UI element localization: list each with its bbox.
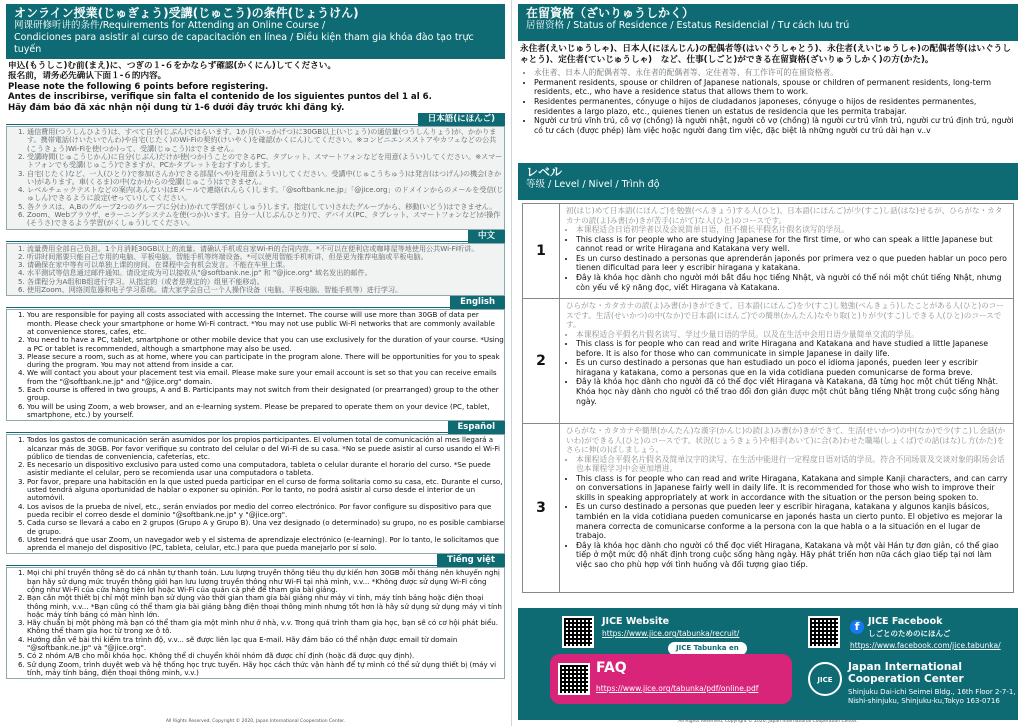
faq-qr-code[interactable] <box>558 663 590 695</box>
list-item: 2. You need to have a PC, tablet, smartphone or other mobile device that you can use exclusively for the duration of your course. *Using a PC or tablet is recommended, although a smartphone may also be used. <box>27 336 504 353</box>
list-item: • Residentes permanentes, cónyuge o hijos de ciudadanos japoneses, cónyuge o hijos de residentes permanentes, residentes a largo plazo, etc., quienes tienen un estatus de residencia que les permita trabajar. <box>534 97 1016 116</box>
list-item: 1. Mọi chi phí truyền thông sẽ do cá nhân tự thanh toán. Lưu lượng truyền thông tiêu thụ dự kiến hơn 30GB mỗi tháng nên khuyến nghị bạn hãy sử dụng mức truyền thông giới hạn lưu lượng truyền thông như Wi-Fi tại nhà mình, v.v... *Không được sử dụng Wi-Fi công cộng như Wi-Fi của cửa hàng tiện lợi hoặc Wi-Fi của quán cà phê để tham gia bài giảng. <box>27 569 504 594</box>
list-item: • Permanent residents, spouse or children of Japanese nationals, spouse or children of permanent residents, long-term residents, etc., who have a residence status that allows them to work. <box>534 78 1016 97</box>
level-number: 2 <box>523 299 560 423</box>
level-title: レベル <box>526 165 563 179</box>
facebook-title: JICE Facebook <box>868 616 943 627</box>
section-label: Español <box>448 421 506 434</box>
section-header-spanish <box>0 421 511 434</box>
jice-logo <box>808 662 842 696</box>
page-title: オンライン授業(じゅぎょう)受講(じゅこう)の条件(じょうけん) <box>14 6 359 20</box>
website-link[interactable]: https://www.jice.org/tabunka/recruit/ <box>602 629 740 638</box>
list-item: • Es un curso destinado a personas que aprenderán japonés por primera vez o que pueden hablar un poco pero tienen dificultad para leer y escribir hiragana y katakana. <box>576 254 1009 273</box>
section-japanese <box>6 126 505 230</box>
intro-line: 申込(もうしこ)む前(まえ)に、つぎの１-６をかならず確認(かくにん)してください。 <box>8 61 336 71</box>
intro-line: Hãy đảm bảo đã xác nhận nội dung từ 1-6 dưới đây trước khi đăng ký. <box>8 102 345 113</box>
list-item: 2. Es necesario un dispositivo exclusivo para usted como una computadora, tableta o celular durante el horario del curso. *Se puede asistir mediante el celular, pero se recomienda usar una computadora o tableta. <box>27 461 504 478</box>
list-item: • 本课程适合平假名片假名读写、学过少量日语的学员。以及在生活中会用日语少量简单交流的学员。 <box>576 330 1009 340</box>
list-item: 1. 流量费用全部自己负担。1个月消耗30GB以上的流量。请确认手机或自家Wi-Fi的合同内容。*不可以在便利店或咖啡屋等地使用公共Wi-Fi听讲。 <box>27 245 504 253</box>
list-item: 6. Sử dụng Zoom, trình duyệt web và hệ thống học trực tuyến. Hãy học cách thức vận hành để tự mình có thể sử dụng thiết bị (máy vi tính, máy tính bảng, điện thoại thông minh, v.v.) <box>27 661 504 678</box>
org-name-line-1: Japan International <box>848 661 962 673</box>
status-lead: 永住者(えいじゅうしゃ)、日本人(にほんじん)の配偶者等(はいぐうしゃとう)、永住者(えいじゅうしゃ)の配偶者等(はいぐうしゃとう)、定住者(ていじゅうしゃ) など、仕事(しごと)ができる在留資格(ざいりゅうしかく)の方(かた)。 <box>520 44 1011 65</box>
level-number: 1 <box>523 204 560 298</box>
list-item: • 永住者、日本人的配偶者等、永住者的配偶者等、定住者等、有工作许可的在留资格者。 <box>534 68 1016 78</box>
links-block <box>518 608 1018 720</box>
list-item: • Người cư trú vĩnh trú, cô vợ (chồng) là người nhật, người cô vợ (chồng) là người cư trú vĩnh trú, người cư trú định trú, người có tư cách (được phép) làm việc hoặc người đang tìm việc, đặc biệt là những người cư trú dài hạn v..v <box>534 116 1016 135</box>
list-item: • Đây là khóa học dành cho người có thể đọc viết Hiragana, Katakana và một vài Hán tự đơn giản, có thể giao tiếp ở một mức độ nhất định trong cuộc sống hàng ngày. Hãy phát triển hơn nữa cách giao tiếp tại nơi làm việc sao cho phù hợp với tình huống và đối tượng giao tiếp. <box>576 541 1009 570</box>
list-item: 4. Hướng dẫn về bài thi kiểm tra trình độ, v.v... sẽ được liên lạc qua E-mail. Hãy đảm bảo có thể nhận được email từ domain "@softbank.ne.jp" và "@jice.org". <box>27 636 504 653</box>
level-row <box>523 204 1013 299</box>
list-item: 4. Los avisos de la prueba de nivel, etc., serán enviados por medio del correo electrónico. Por favor configure su dispositivo para que pueda recibir el correo desde el dominio "@softbank.ne.jp" y "@jice.org". <box>27 503 504 520</box>
list-item: • 本课程适合平假名片假名及简单汉字的读写、在生活中能进行一定程度日语对话的学员。符合不同场景及交谈对象的职场会话也本课程学习中会更加增进。 <box>576 455 1009 474</box>
facebook-icon: f <box>850 620 864 634</box>
list-item: 3. 自宅(じたく)など、一人(ひとり)で参加(さんか)できる部屋(へや)を用意(ようい)してください。受講中(じゅこうちゅう)は発言(はつげん)の機会(きかい)があります。車(くるま)の中(なか)からの受講(じゅこう)はできません。 <box>27 170 504 187</box>
org-name-line-2: Cooperation Center <box>848 673 964 685</box>
list-item: 2. 受講時間(じゅこうじかん)に自分(じぶん)だけが使(つか)うことのできるPC、タブレット、スマートフォンなどを用意(ようい)してください。※スマートフォンでも受講(じゅこう)できますが、PCかタブレットをおすすめします。 <box>27 153 504 170</box>
section-vietnamese <box>6 567 505 679</box>
list-item: 6. Usted tendrá que usar Zoom, un navegador web y el sistema de aprendizaje electrónico (e-learning). Por lo tanto, le solicitamos que aprenda el manejo del dispositivo (PC, tableta, celular, etc.) para que pueda manejarlo por sí solo. <box>27 536 504 553</box>
list-item: 1. Todos los gastos de comunicación serán asumidos por los propios participantes. El volumen total de comunicación al mes llegará a alcanzar más de 30GB. Por favor verifique su contrato del celular o del Wi-Fi de su casa. *No se puede asistir al curso usando el Wi-Fi público de tiendas de conveniencia, cafeterías, etc. <box>27 436 504 461</box>
list-item: • 本课程适合日语初学者以及会说简单日语，但不擅长平假名片假名读写的学员。 <box>576 225 1009 235</box>
list-item: 5. Cada curso se llevará a cabo en 2 grupos (Grupo A y Grupo B). Una vez designado (o determinado) su grupo, no es posible cambiarse de grupo. <box>27 519 504 536</box>
left-title-band <box>6 4 505 59</box>
level-title-band <box>518 163 1018 200</box>
level-description <box>560 424 1013 592</box>
list-item: • Es un curso destinado a personas que han estudiado un poco el idioma japonés, pueden leer y escribir hiragana y katakana, como a personas que en la vida cotidiana pueden comunicarse de forma breve. <box>576 358 1009 377</box>
page-subtitle-2: Condiciones para asistir al curso de capacitación en línea / Điều kiện tham gia khóa đào tạo trực tuyến <box>14 32 474 55</box>
list-item: 4. 水平测试等信息通过邮件通知。请设定成为可以接收从"@softbank.ne.jp" 和 "@jice.org" 域名发出的邮件。 <box>27 269 504 277</box>
section-label: Tiếng việt <box>437 554 505 567</box>
list-item: 3. 请确保在家中等有可以单独上课的房间。在课程中会有机会发言。不能在车里上课。 <box>27 261 504 269</box>
list-item: • Đây là khóa học dành cho người đã có thể đọc viết Hiragana và Katakana, đã từng học một chút tiếng Nhật. Khóa học này dành cho người có thể trao đổi đơn giản được một chút bằng tiếng Nhật trong cuộc sống hàng ngày. <box>576 377 1009 406</box>
jice-logo-text: JICE <box>817 676 833 684</box>
section-header-chinese <box>0 230 511 243</box>
website-title: JICE Website <box>602 616 670 627</box>
list-item: 5. 各クラスは、A,Bのグループ2つのグループに分(わ)かれて学習(がくしゅう)します。指定(してい)されたグループから、移動(いどう)はできません。 <box>27 203 504 211</box>
list-item: 6. 使用Zoom、网络浏览器和电子学习系统。请大家学会自己一个人操作设备（电脑、平板电脑、智能手机等）进行学习。 <box>27 286 504 294</box>
section-english <box>6 309 505 421</box>
copyright-footer: All Rights Reserved, Copyright © 2020, Japan International Cooperation Center. <box>678 719 858 724</box>
list-item: 3. Please secure a room, such as at home, where you can participate in the program alone. There will be opportunities for you to speak during the program. You may not attend from inside a car. <box>27 353 504 370</box>
status-subtitle: 居留资格 / Status of Residence / Estatus Residencial / Tư cách lưu trú <box>526 20 850 31</box>
section-header-japanese <box>0 113 511 126</box>
level-row <box>523 299 1013 424</box>
section-header-english <box>0 296 511 309</box>
section-header-vietnamese <box>0 554 511 567</box>
list-item: • Đây là khóa học dành cho người mới bắt đầu học tiếng Nhật, và người có thể nói một chút tiếng Nhật, nhưng còn yếu về kỹ năng đọc, viết Hiragana và Katakana. <box>576 273 1009 292</box>
section-chinese <box>6 243 505 297</box>
level-japanese: ひらがな・カタカナの読(よ)み書(か)きができて、日本語(にほんご)を少(すこ)し勉強(べんきょう)したことがある人(ひと)のコースです。生活(せいかつ)の中(なか)で日本語(にほんご)での簡単(かんたん)なやり取(と)りが少(すこ)しできる人(ひと)のコースです。 <box>566 301 1004 329</box>
section-spanish <box>6 434 505 554</box>
list-item: • This class is for people who can read and write Hiragana and Katakana and have studied a little Japanese before. It is also for those who can communicate in simple Japanese in daily life. <box>576 339 1009 358</box>
tabunka-search-pill[interactable]: JICE Tabunka en <box>668 642 747 655</box>
intro-line: Antes de inscribirse, verifique sin falta el contenido de los siguientes puntos del 1 al 6. <box>8 92 432 103</box>
address-line-2: Nishi-shinjuku, Shinjuku-ku,Tokyo 163-0716 <box>848 697 1000 705</box>
status-title-band <box>518 4 1018 41</box>
faq-title: FAQ <box>596 660 627 676</box>
facebook-qr-code[interactable] <box>808 616 840 648</box>
list-item: 3. Por favor, prepare una habitación en la que usted pueda participar en el curso de forma solitaria como su casa, etc. Durante el curso, usted tendrá alguna oportunidad de hablar o exponer su opinión. Por lo tanto, no podrá asistir al curso desde el interior de un automóvil. <box>27 478 504 503</box>
website-qr-code[interactable] <box>562 616 594 648</box>
list-item: 5. Each course is offered in two groups, A and B. Participants may not switch from their designated (or prearranged) group to the other group. <box>27 386 504 403</box>
list-item: 6. You will be using Zoom, a web browser, and an e-learning system. Please be prepared to operate them on your device (PC, tablet, smartphone, etc.) by yourself. <box>27 403 504 420</box>
facebook-subtitle: しごとのためのにほんご <box>868 629 951 638</box>
section-label: 中文 <box>468 230 505 243</box>
list-item: 1. 通信費用(つうしんひよう)は、すべて自分(じぶん)ではらいます。1か月(いっかげつ)に30GB以上(いじょう)の通信量(つうしんりょう)が、かかります。携帯電話(けいたいでんわ)や自宅(じたく)のWi-Fiの契約(けいやく)を確認(かくにん)してください。※コンビニエンスストアやカフェなどの公共(こうきょう)Wi-Fiを使(つか)って、受講(じゅこう)はできません。 <box>27 128 504 153</box>
level-description <box>560 204 1013 298</box>
list-item: 5. Có 2 nhóm A/B cho mỗi khóa học. Không thể di chuyển khỏi nhóm đã được chỉ định (hoặc đã được quy định). <box>27 652 504 660</box>
level-japanese: ひらがな・カタカナや簡単(かんたん)な漢字(かんじ)の読(よ)み書(か)きができて、生活(せいかつ)の中(なか)で少(すこ)し会話(かいわ)ができる人(ひと)のコースです。状況(じょうきょう)や相手(あいて)に合(あ)わせた職場(しょくば)での話(はな)し方(かた)をさらに伸(の)ばしましょう。 <box>566 426 1006 454</box>
status-body <box>520 44 1016 135</box>
page-subtitle-1: 网课研修听讲的条件/Requirements for Attending an Online Course / <box>14 20 326 31</box>
level-number: 3 <box>523 424 560 592</box>
list-item: 4. レベルチェックテストなどの案内(あんない)はEメールで連絡(れんらく)します。「@softbank.ne.jp」「@jice.org」のドメインからのメールを受信(じゅしん)できるように設定(せってい)してください。 <box>27 186 504 203</box>
list-item: 5. 各课程分为A组和B组进行学习。从指定的（或者是规定的）组里不能移动。 <box>27 278 504 286</box>
intro-line: Please note the following 6 points before registering. <box>8 81 269 92</box>
section-label: English <box>450 296 505 309</box>
list-item: 1. You are responsible for paying all costs associated with accessing the Internet. The course will use more than 30GB of data per month. Please check your smartphone or home Wi-Fi contract. *You may not use public Wi-Fi networks that are commonly available at convenience stores, cafes, etc. <box>27 311 504 336</box>
address-line-1: Shinjuku Dai-ichi Seimei Bldg., 16th Floor 2-7-1, <box>848 688 1016 696</box>
section-label: 日本語(にほんご) <box>418 113 505 126</box>
intro-line: 报名前，请务必先确认下面１-６的内容。 <box>8 71 167 82</box>
list-item: 2. Bạn cần một thiết bị chỉ một mình bạn sử dụng vào thời gian tham gia bài giảng như máy vi tính, máy tính bảng hoặc điện thoại thông minh, v.v... *Bạn cũng có thể tham gia bài giảng bằng điện thoại thông minh nhưng tốt hơn là hãy sử dụng sử dụng máy vi tính hoặc máy tính bảng có màn hình lớn. <box>27 594 504 619</box>
list-item: 4. We will contact you about your placement test via email. Please make sure your email account is set so that you can receive emails from the "@softbank.ne.jp" and "@jice.org" domain. <box>27 369 504 386</box>
list-item: 2. 听讲时间需要只能自己专用的电脑、平板电脑、智能手机等终端设备。*可以使用智能手机听讲，但是更为推荐电脑或平板电脑。 <box>27 253 504 261</box>
facebook-link[interactable]: https://www.facebook.com/jice.tabunka/ <box>850 641 1001 650</box>
status-title: 在留資格（ざいりゅうしかく） <box>526 6 695 20</box>
faq-box[interactable] <box>550 654 792 704</box>
list-item: • This class is for people who can read and write Hiragana, Katakana and simple Kanji characters, and can carry on conversations in Japanese fairly well in daily life. It is recommended for those who wish to improve their skills in speaking appropriately at work in accordance with the situation or the person being spoken to. <box>576 474 1009 503</box>
list-item: 3. Hãy chuẩn bị một phòng mà bạn có thể tham gia một mình như ở nhà, v.v. Trong quá trình tham gia học, bạn sẽ có cơ hội phát biểu. Không thể tham gia học từ trong xe ô tô. <box>27 619 504 636</box>
intro-block <box>0 59 511 113</box>
list-item: • Es un curso destinado a personas que pueden leer y escribir hiragana, katakana y algunos kanjis básicos, también en la vida cotidiana pueden comunicarse en japonés hasta un cierto punto. El objetivo es mejorar la manera correcta de comunicarse conforme a la persona con la que habla o a la situación en el lugar de trabajo. <box>576 502 1009 540</box>
list-item: • This class is for people who are studying Japanese for the first time, or who can speak a little Japanese but cannot read or write Hiragana and Katakana very well. <box>576 235 1009 254</box>
level-description <box>560 299 1013 423</box>
right-page <box>512 0 1024 726</box>
list-item: 6. Zoom、Webブラウザ、eラーニングシステムを使(つか)います。自分一人(じぶんひとり)で、デバイス(PC、タブレット、スマートフォンなど)が操作(そうさ)できるよう学習(がくしゅう)してください。 <box>27 211 504 228</box>
level-subtitle: 等级 / Level / Nivel / Trình độ <box>526 179 660 190</box>
copyright-footer: All Rights Reserved, Copyright © 2020, Japan International Cooperation Center. <box>165 719 346 724</box>
level-table <box>522 203 1014 593</box>
faq-link[interactable]: https://www.jice.org/tabunka/pdf/online.pdf <box>596 684 759 693</box>
level-japanese: 初(はじ)めて日本語(にほんご)を勉強(べんきょう)する人(ひと)、日本語(にほんご)が少(すこ)し話(はな)せるが、ひらがな・カタカナの読(よ)み書(か)きが苦手(にがて)な人(ひと)のコースです。 <box>566 206 1003 225</box>
level-row <box>523 424 1013 592</box>
